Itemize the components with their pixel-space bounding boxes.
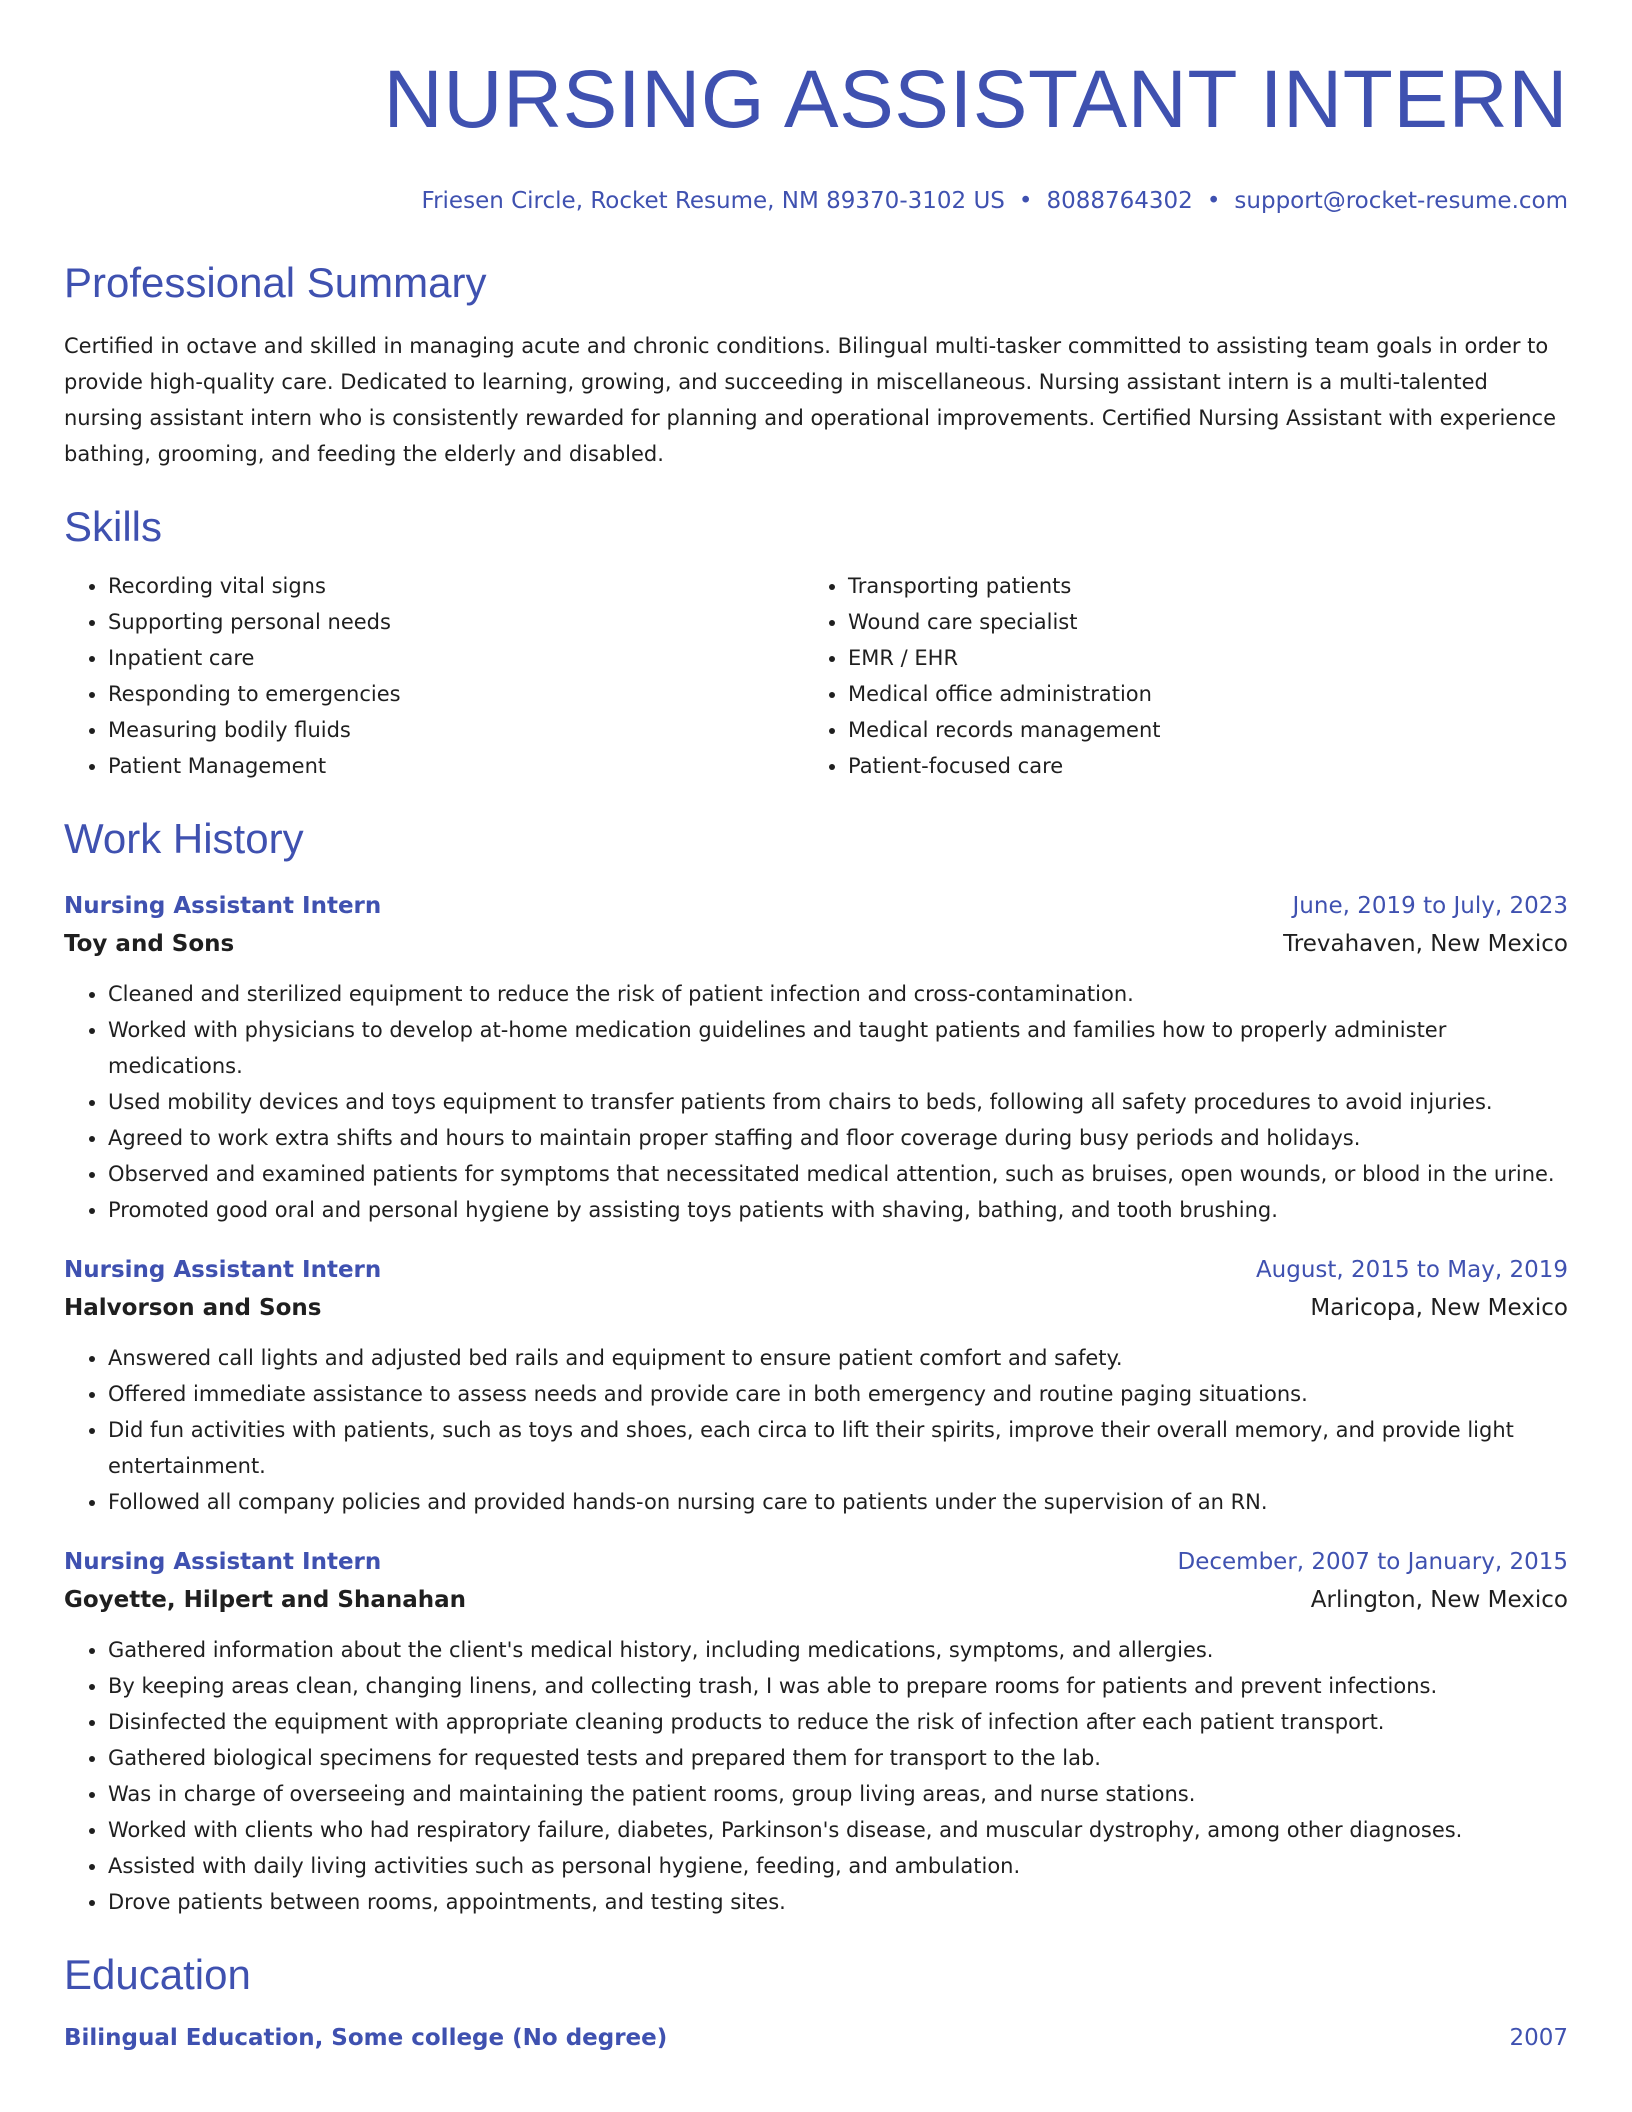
education-entry [64,2020,1568,2056]
contact-line [64,186,1568,216]
contact-email: support@rocket-resume.com [1234,188,1568,214]
skill-item: • Responding to emergencies [108,676,804,712]
job-company: Toy and Sons [64,931,235,957]
job-company: Goyette, Hilpert and Shanahan [64,1587,467,1613]
job-dates: December, 2007 to January, 2015 [1177,1549,1568,1575]
job-bullet: • Agreed to work extra shifts and hours to maintain proper staffing and floor coverage during busy periods and holidays. [108,1120,1568,1156]
skills-list-left [64,568,804,784]
job-title: Nursing Assistant Intern [64,1549,382,1575]
job-bullet: • Drove patients between rooms, appointments, and testing sites. [108,1884,1568,1920]
job-company-row [64,1288,1568,1328]
skill-item: • Supporting personal needs [108,604,804,640]
job-bullet: • Answered call lights and adjusted bed rails and equipment to ensure patient comfort and safety. [108,1340,1568,1376]
job-company-row [64,1580,1568,1620]
job-bullet: • Assisted with daily living activities such as personal hygiene, feeding, and ambulation. [108,1848,1568,1884]
skill-item: • Patient-focused care [848,748,1544,784]
job-title: Nursing Assistant Intern [64,893,382,919]
job-bullet-list [64,1632,1568,1920]
job-company-row [64,924,1568,964]
job-bullet: • Cleaned and sterilized equipment to reduce the risk of patient infection and cross-contamination. [108,976,1568,1012]
skill-item: • Recording vital signs [108,568,804,604]
contact-separator: • [1018,188,1033,214]
skill-item: • Transporting patients [848,568,1544,604]
skills-heading: Skills [64,503,163,550]
skills-list-right [804,568,1544,784]
job-bullet-list [64,1340,1568,1520]
skill-item: • Measuring bodily fluids [108,712,804,748]
summary-heading: Professional Summary [64,259,487,306]
skill-item: • Medical office administration [848,676,1544,712]
job-entry [64,1252,1568,1520]
education-degree: Bilingual Education, Some college (No degree) [64,2025,668,2051]
contact-separator: • [1206,188,1221,214]
job-bullet: • Gathered biological specimens for requested tests and prepared them for transport to the lab. [108,1740,1568,1776]
contact-address: Friesen Circle, Rocket Resume, NM 89370-3102 US [421,188,1005,214]
job-bullet: • Offered immediate assistance to assess needs and provide care in both emergency and routine paging situations. [108,1376,1568,1412]
job-bullet: • Disinfected the equipment with appropriate cleaning products to reduce the risk of infection after each patient transport. [108,1704,1568,1740]
job-bullet: • Observed and examined patients for symptoms that necessitated medical attention, such as bruises, open wounds, or blood in the urine. [108,1156,1568,1192]
job-bullet: • Promoted good oral and personal hygiene by assisting toys patients with shaving, bathing, and tooth brushing. [108,1192,1568,1228]
skill-item: • Wound care specialist [848,604,1544,640]
job-bullet: • Did fun activities with patients, such as toys and shoes, each circa to lift their spirits, improve their overall memory, and provide light entertainment. [108,1412,1568,1484]
summary-text: Certified in octave and skilled in managing acute and chronic conditions. Bilingual multi-tasker committed to assisting team goals in order to provide high-quality care. Dedicated to learning, growing, and succeeding in miscellaneous. Nursing assistant intern is a multi-talented nursing assistant intern who is consistently rewarded for planning and operational improvements. Certified Nursing Assistant with experience bathing, grooming, and feeding the elderly and disabled. [64,334,1556,466]
job-title-row [64,888,1568,924]
education-heading: Education [64,1951,251,1998]
skill-item: • Medical records management [848,712,1544,748]
skill-item: • Inpatient care [108,640,804,676]
job-title-row [64,1252,1568,1288]
job-bullet: • Worked with clients who had respiratory failure, diabetes, Parkinson's disease, and muscular dystrophy, among other diagnoses. [108,1812,1568,1848]
job-bullet: • Gathered information about the client's medical history, including medications, symptoms, and allergies. [108,1632,1568,1668]
job-bullet: • Worked with physicians to develop at-home medication guidelines and taught patients and families how to properly administer medications. [108,1012,1568,1084]
job-dates: June, 2019 to July, 2023 [1292,893,1568,919]
job-dates: August, 2015 to May, 2019 [1255,1257,1568,1283]
job-title-row [64,1544,1568,1580]
skill-item: • EMR / EHR [848,640,1544,676]
job-entry [64,1544,1568,1920]
resume-header [64,52,1568,216]
job-bullet-list [64,976,1568,1228]
skills-columns [64,568,1568,784]
job-title: Nursing Assistant Intern [64,1257,382,1283]
job-entry [64,888,1568,1228]
job-bullet: • Was in charge of overseeing and maintaining the patient rooms, group living areas, and nurse stations. [108,1776,1568,1812]
skill-item: • Patient Management [108,748,804,784]
education-year: 2007 [1509,2025,1568,2051]
job-location: Arlington, New Mexico [1310,1587,1568,1613]
work-history-heading: Work History [64,815,304,862]
contact-phone: 8088764302 [1046,188,1193,214]
candidate-name: NURSING ASSISTANT INTERN [383,54,1568,145]
job-bullet: • Followed all company policies and provided hands-on nursing care to patients under the supervision of an RN. [108,1484,1568,1520]
job-company: Halvorson and Sons [64,1295,322,1321]
job-bullet: • Used mobility devices and toys equipment to transfer patients from chairs to beds, following all safety procedures to avoid injuries. [108,1084,1568,1120]
job-bullet: • By keeping areas clean, changing linens, and collecting trash, I was able to prepare rooms for patients and prevent infections. [108,1668,1568,1704]
job-location: Trevahaven, New Mexico [1283,931,1568,957]
job-location: Maricopa, New Mexico [1310,1295,1568,1321]
